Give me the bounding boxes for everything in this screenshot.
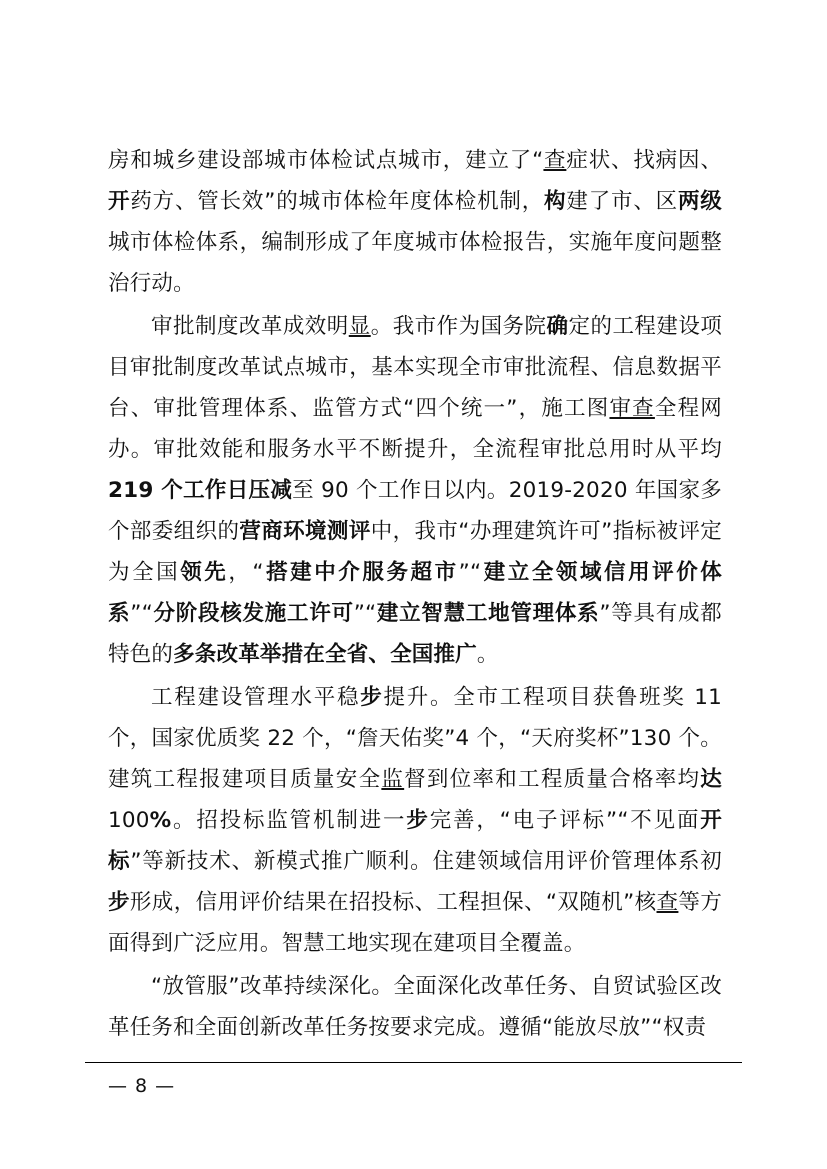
footer-divider: [85, 1062, 742, 1063]
page-number: — 8 —: [108, 1075, 176, 1097]
paragraph-4: “放管服”改革持续深化。全面深化改革任务、自贸试验区改革任务和全面创新改革任务按要求完成。遵循“能放尽放”“权责: [108, 974, 722, 1040]
page-footer: [0, 1040, 827, 1100]
paragraph-1: 房和城乡建设部城市体检试点城市，建立了“查症状、找病因、开药方、管长效”的城市体检年度体检机制，构建了市、区两级城市体检体系，编制形成了年度城市体检报告，实施年度问题整治行动。: [108, 148, 723, 296]
document-body: [108, 140, 722, 1050]
paragraph-3: 工程建设管理水平稳步提升。全市工程项目获鲁班奖 11 个，国家优质奖 22 个，“詹天佑奖”4 个，“天府奖杯”130 个。建筑工程报建项目质量安全监督到位率和工程质量合格率均达 100%。招投标监管机制进一步完善，“电子评标”“不见面开标”等新技术、新模式推广顺利。住建领域信用评价管理体系初步形成，信用评价结果在招投标、工程担保、“双随机”核查等方面得到广泛应用。智慧工地实现在建项目全覆盖。: [108, 685, 723, 956]
paragraph-2: 审批制度改革成效明显。我市作为国务院确定的工程建设项目审批制度改革试点城市，基本实现全市审批流程、信息数据平台、审批管理体系、监管方式“四个统一”，施工图审查全程网办。审批效能和服务水平不断提升，全流程审批总用时从平均 219 个工作日压减至 90 个工作日以内。2019-2020 年国家多个部委组织的营商环境测评中，我市“办理建筑许可”指标被评定为全国领先，“搭建中介服务超市”“建立全领域信用评价体系”“分阶段核发施工许可”“建立智慧工地管理体系”等具有成都特色的多条改革举措在全省、全国推广。: [108, 314, 723, 667]
